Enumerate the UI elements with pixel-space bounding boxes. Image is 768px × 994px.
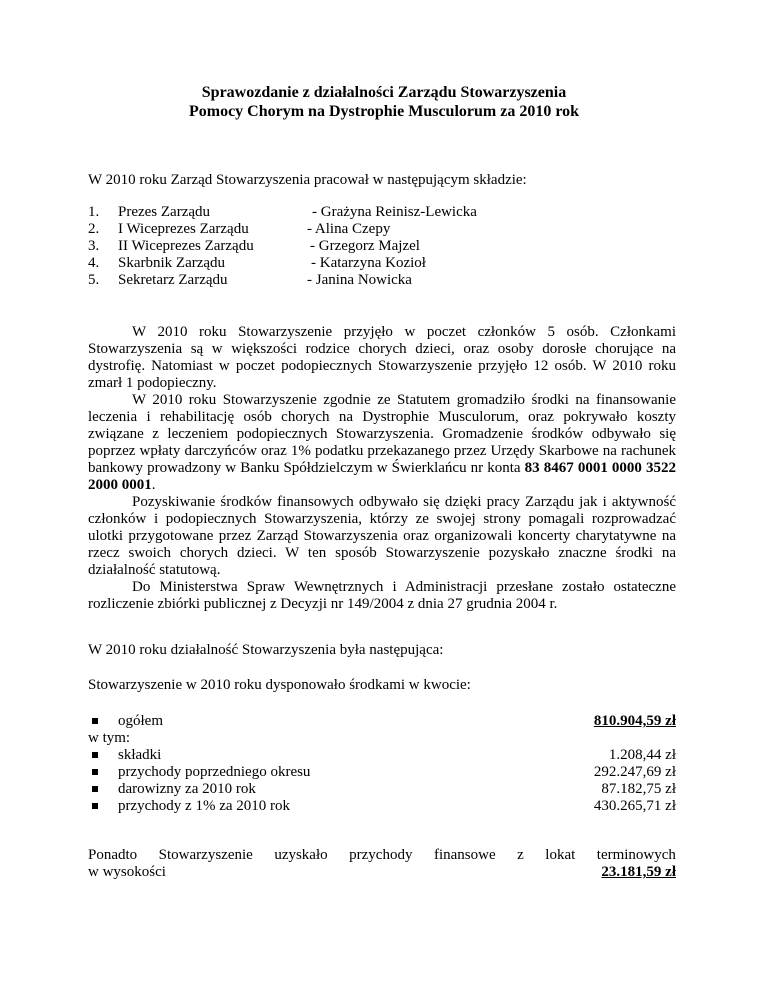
board-role: II Wiceprezes Zarządu [118, 238, 254, 254]
deposits-line-1 [88, 847, 676, 864]
report-title [0, 83, 768, 121]
bullet-square-icon [92, 752, 98, 758]
board-name: - Grażyna Reinisz-Lewicka [312, 204, 477, 220]
deposits-word: przychody [349, 847, 413, 863]
board-name: - Grzegorz Majzel [310, 238, 420, 254]
report-body [88, 324, 676, 613]
board-number: 2. [88, 221, 100, 237]
board-role: I Wiceprezes Zarządu [118, 221, 249, 237]
bullet-square-icon [92, 769, 98, 775]
funds-intro: Stowarzyszenie w 2010 roku dysponowało środkami w kwocie: [88, 677, 471, 693]
title-line-2: Pomocy Chorym na Dystrophie Musculorum za 2010 rok [188, 103, 580, 120]
board-list [88, 204, 548, 289]
board-role: Prezes Zarządu [118, 204, 211, 220]
deposits-word: lokat [545, 847, 576, 863]
deposits-word: Ponadto [88, 847, 138, 863]
board-number: 5. [88, 272, 100, 288]
board-role: Sekretarz Zarządu [118, 272, 228, 288]
board-name: - Alina Czepy [307, 221, 391, 237]
board-name: - Janina Nowicka [307, 272, 412, 288]
bullet-square-icon [92, 718, 98, 724]
deposits-label: w wysokości [88, 864, 166, 880]
board-role: Skarbnik Zarządu [118, 255, 226, 271]
funds-item-amount: 1.208,44 zł [608, 747, 676, 763]
bullet-square-icon [92, 803, 98, 809]
fundraising-end: . [151, 477, 156, 493]
deposits-word: z [517, 847, 524, 863]
funds-item-label: składki [118, 747, 162, 763]
funds-summary [88, 713, 676, 815]
paragraph-members: W 2010 roku Stowarzyszenie przyjęło w poczet członków 5 osób. Członkami Stowarzyszenia są w większości rodzice chorych dzieci, oraz osoby dorosłe chorujące na dystrofię. Natomiast w poczet podopiecznych Stowarzyszenie przyjęło 12 osób. W 2010 roku zmarł 1 podopieczny. [88, 324, 676, 391]
activity-intro: W 2010 roku działalność Stowarzyszenia była następująca: [88, 642, 444, 658]
paragraph-activity: Pozyskiwanie środków finansowych odbywało się dzięki pracy Zarządu jak i aktywność członków i podopiecznych Stowarzyszenia, którzy ze swojej strony pomagali rozprowadzać ulotki przygotowane przez Zarząd Stowarzyszenia oraz organizowali koncerty charytatywne na rzecz swoich chorych dzieci. W ten sposób Stowarzyszenie pozyskało znaczne środki na działalność statutową. [88, 494, 676, 578]
funds-including-label: w tym: [88, 730, 131, 746]
funds-item-label: przychody z 1% za 2010 rok [118, 798, 291, 814]
funds-item-row [88, 747, 676, 764]
funds-item-label: przychody poprzedniego okresu [118, 764, 311, 780]
board-member-row [88, 238, 548, 255]
board-member-row [88, 221, 548, 238]
board-number: 1. [88, 204, 100, 220]
fundraising-text: W 2010 roku Stowarzyszenie zgodnie ze Statutem gromadziło środki na finansowanie leczenia i rehabilitację osób chorych na Dystrophie Musculorum, oraz pokrywało koszty związane z leczeniem podopiecznych Stowarzyszenia. Gromadzenie środków odbywało się poprzez wpłaty darczyńców oraz 1% podatku przekazanego przez Urzędy Skarbowe na rachunek bankowy prowadzony w Banku Spółdzielczym w Świerklańcu nr konta [88, 392, 676, 476]
funds-total-row [88, 713, 676, 730]
paragraph-settlement: Do Ministerstwa Spraw Wewnętrznych i Administracji przesłane zostało ostateczne rozliczenie zbiórki publicznej z Decyzji nr 149/2004 z dnia 27 grudnia 2004 r. [88, 579, 676, 612]
funds-item-row [88, 781, 676, 798]
funds-item-amount: 292.247,69 zł [593, 764, 676, 780]
funds-item-amount: 87.182,75 zł [601, 781, 676, 797]
board-intro: W 2010 roku Zarząd Stowarzyszenia pracował w następującym składzie: [88, 172, 527, 188]
funds-item-amount: 430.265,71 zł [593, 798, 676, 814]
board-number: 3. [88, 238, 100, 254]
funds-total-label: ogółem [118, 713, 163, 729]
deposits-word: uzyskało [274, 847, 328, 863]
bank-account-number: 83 8467 0001 0000 3522 2000 0001 [88, 460, 677, 493]
board-name: - Katarzyna Kozioł [311, 255, 426, 271]
deposits-line-2 [88, 864, 676, 881]
deposits-amount: 23.181,59 zł [601, 864, 676, 880]
funds-total-amount: 810.904,59 zł [593, 713, 676, 729]
paragraph-fundraising [88, 392, 676, 494]
deposits-words [88, 847, 676, 864]
board-member-row [88, 272, 548, 289]
board-member-row [88, 255, 548, 272]
deposits-word: finansowe [433, 847, 496, 863]
title-line-1: Sprawozdanie z działalności Zarządu Stowarzyszenia [201, 84, 567, 101]
deposits-word: terminowych [596, 847, 676, 863]
funds-item-row [88, 798, 676, 815]
board-number: 4. [88, 255, 100, 271]
deposits-amount-row [88, 864, 676, 881]
funds-item-row [88, 764, 676, 781]
board-member-row [88, 204, 548, 221]
deposits-word: Stowarzyszenie [158, 847, 253, 863]
funds-including-row [88, 730, 676, 747]
funds-item-label: darowizny za 2010 rok [118, 781, 256, 797]
bullet-square-icon [92, 786, 98, 792]
